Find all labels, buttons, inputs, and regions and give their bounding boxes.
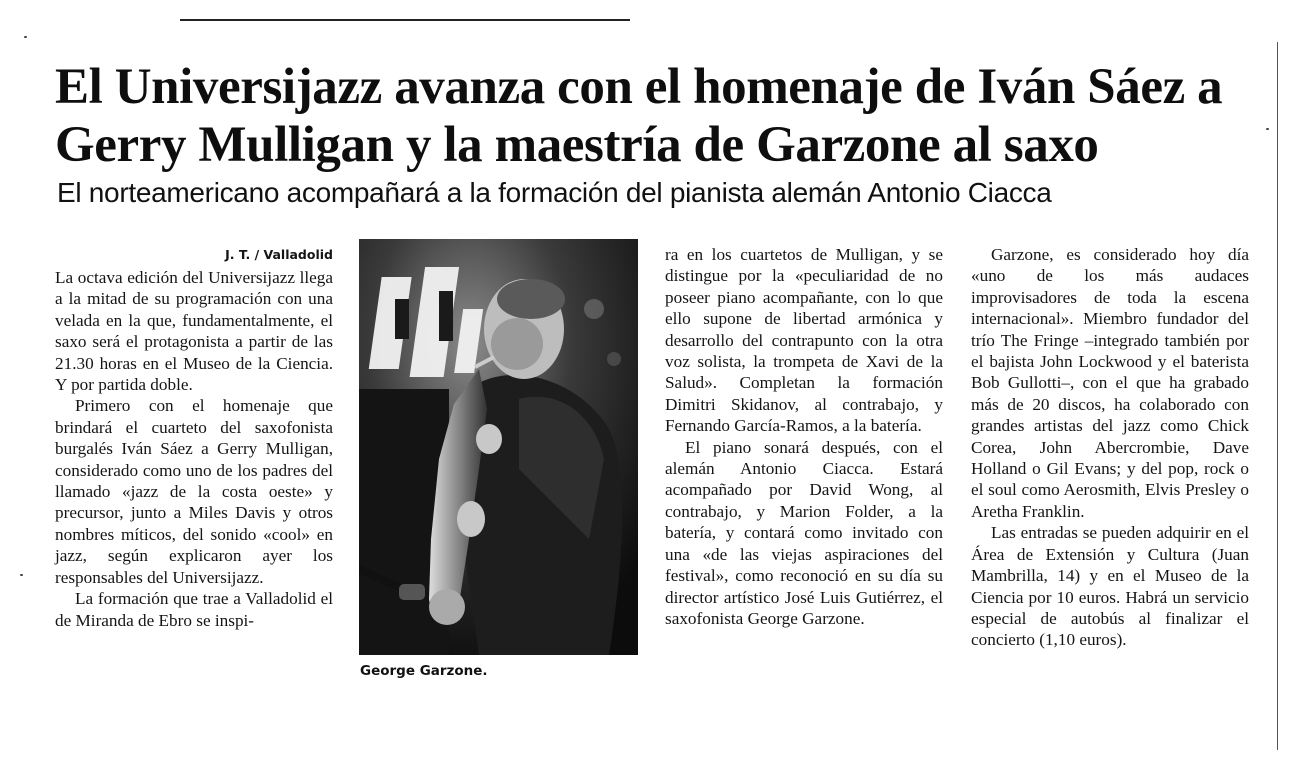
article-paragraph: Primero con el homenaje que brindará el cuarteto del saxofonista burgalés Iván Sáez a Gerry Mulligan, considerado como uno de los padres del llamado «jazz de la costa oeste» y precursor, junto a Miles Davis y otros nombres míticos, del sonido «cool» en jazz, según explicaron ayer los responsables del Universijazz. <box>55 396 333 587</box>
article-paragraph: Garzone, es considerado hoy día «uno de los más audaces improvisadores de toda la escena internacional». Miembro fundador del trío The Fringe –integrado también por el bajista John Lockwood y el baterista Bob Gullotti–, con el que ha grabado más de 20 discos, ha colaborado con grandes artistas del jazz como Chick Corea, John Abercrombie, Dave Holland o Gil Evans; y del pop, rock o el soul como Aerosmith, Elvis Presley o Aretha Franklin. <box>971 245 1249 521</box>
saxophonist-illustration <box>359 239 638 655</box>
byline: J. T. / Valladolid <box>225 247 333 262</box>
article-column-3 <box>971 244 1249 651</box>
article-paragraph: ra en los cuartetos de Mulligan, y se distingue por la «peculiaridad de no poseer piano acompañante, con lo que ello supone de libertad armónica y desarrollo del contrapunto con la otra voz solista, la trompeta de Xavi de la Salud». Completan la formación Dimitri Skidanov, al contrabajo, y Fernando García-Ramos, a la batería. <box>665 245 943 436</box>
article-paragraph: El piano sonará después, con el alemán Antonio Ciacca. Estará acompañado por David Wong, al contrabajo, y Marion Folder, a la batería, y contará como invitado con una «de las viejas aspiraciones del festival», como reconoció en su día su director artístico José Luis Gutiérrez, el saxofonista George Garzone. <box>665 437 943 628</box>
print-speck <box>20 574 23 576</box>
article-paragraph: La formación que trae a Valladolid el de Miranda de Ebro se inspi- <box>55 589 333 630</box>
article-column-2 <box>665 244 943 629</box>
subheadline: El norteamericano acompañará a la formación del pianista alemán Antonio Ciacca <box>57 177 1052 208</box>
top-rule <box>180 19 630 21</box>
article-column-1 <box>55 244 333 631</box>
page-edge-line <box>1277 42 1278 750</box>
article-paragraph: Las entradas se pueden adquirir en el Área de Extensión y Cultura (Juan Mambrilla, 14) y en el Museo de la Ciencia por 10 euros. Habrá un servicio especial de autobús al finalizar el concierto (1,10 euros). <box>971 523 1249 650</box>
print-speck <box>24 36 27 38</box>
headline: El Universijazz avanza con el homenaje de Iván Sáez a Gerry Mulligan y la maestría de Garzone al saxo <box>55 59 1223 173</box>
article-paragraph: La octava edición del Universijazz llega a la mitad de su programación con una velada en la que, fundamentalmente, el saxo será el protagonista a partir de las 21.30 horas en el Museo de la Ciencia. Y por partida doble. <box>55 268 333 395</box>
photo-caption: George Garzone. <box>360 663 488 679</box>
saxophonist-photo <box>359 239 638 655</box>
